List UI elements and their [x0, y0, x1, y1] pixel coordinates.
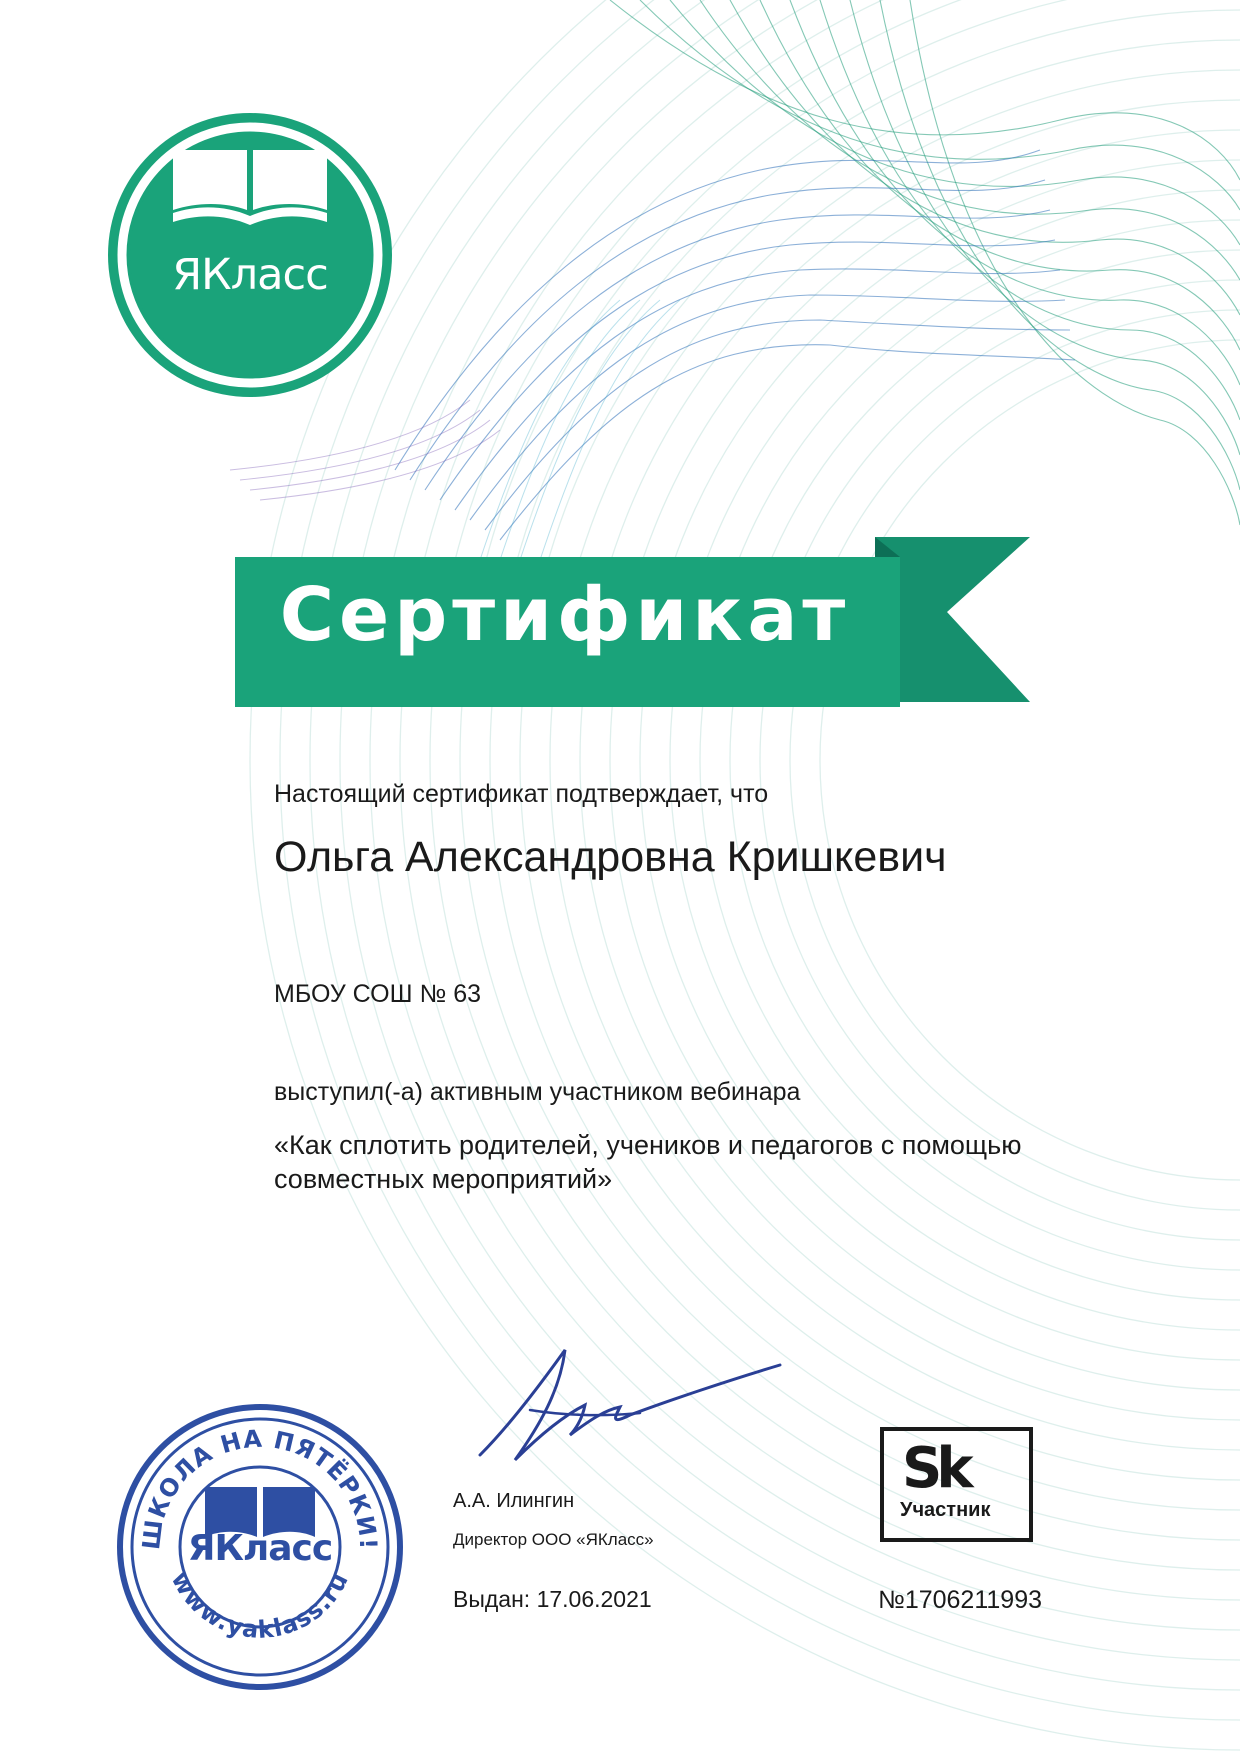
- webinar-title: «Как сплотить родителей, учеников и педагогов с помощью совместных мероприятий»: [274, 1130, 1022, 1194]
- intro-text: Настоящий сертификат подтверждает, что: [274, 780, 769, 808]
- school-name: МБОУ СОШ № 63: [274, 980, 482, 1008]
- certificate-title: Сертификат: [279, 572, 851, 658]
- skolkovo-logo: Sk: [902, 1436, 968, 1501]
- skolkovo-label: Участник: [900, 1499, 991, 1521]
- issue-date: Выдан: 17.06.2021: [453, 1586, 652, 1612]
- stamp-label: ЯКласс: [187, 1528, 333, 1569]
- recipient-name: Ольга Александровна Кришкевич: [274, 833, 947, 881]
- activity-text: выступил(-а) активным участником вебинара: [274, 1078, 801, 1106]
- signer-title: Директор ООО «ЯКласс»: [453, 1530, 654, 1549]
- stamp-bottom-text: www.yaklass.ru: [165, 1567, 355, 1644]
- director-signature: [470, 1345, 790, 1475]
- signer-name: А.А. Илингин: [453, 1490, 575, 1512]
- skolkovo-badge: [880, 1427, 1033, 1542]
- logo-text: ЯКласс: [172, 250, 328, 300]
- certificate-number: №1706211993: [878, 1586, 1043, 1614]
- stamp-top-text: ШКОЛА НА ПЯТЁРКИ!: [137, 1424, 383, 1552]
